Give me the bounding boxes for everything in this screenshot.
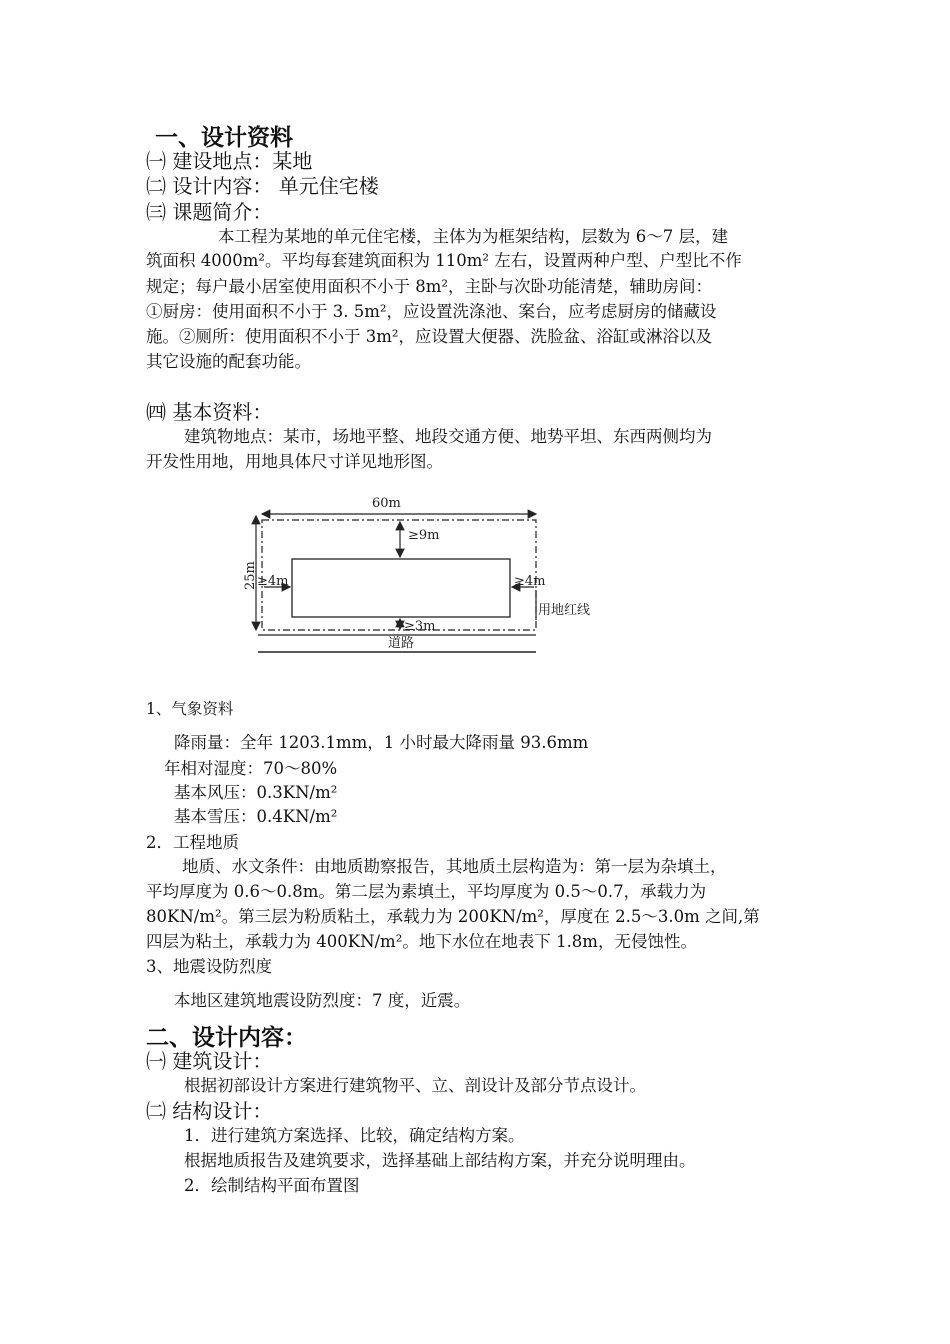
- redline-label: 用地红线: [538, 603, 591, 618]
- rainfall-text: 降雨量：全年 1203.1mm，1 小时最大降雨量 93.6mm: [174, 733, 589, 752]
- snow-pressure-text: 基本雪压：0.4KN/m²: [174, 807, 338, 826]
- intro-line: 施。②厕所：使用面积不小于 3m²，应设置大便器、洗脸盆、浴缸或淋浴以及: [146, 327, 713, 346]
- east-setback-label: ≥4m: [514, 574, 546, 589]
- geology-line: 四层为粘土，承载力为 400KN/m²。地下水位在地表下 1.8m，无侵蚀性。: [146, 932, 697, 951]
- south-setback-label: ≥3m: [404, 619, 436, 634]
- struct-item: 2．绘制结构平面布置图: [184, 1176, 360, 1195]
- geology-line: 80KN/m²。第三层为粉质粘土，承载力为 200KN/m²，厚度在 2.5～3.0m 之间,第: [146, 907, 760, 926]
- section2-title: 二、设计内容：: [146, 1024, 307, 1051]
- content-label: ㈡ 设计内容： 单元住宅楼: [146, 174, 379, 198]
- weather-title: 1、气象资料: [146, 700, 234, 718]
- road-label: 道路: [388, 636, 415, 651]
- intro-line: 筑面积 4000m²。平均每套建筑面积为 110m² 左右，设置两种户型、户型比不作: [146, 251, 742, 270]
- site-plan-figure: [240, 492, 620, 660]
- site-boundary: [262, 520, 536, 630]
- basic-label: ㈣ 基本资料：: [146, 400, 273, 424]
- struct-item: 1．进行建筑方案选择、比较，确定结构方案。: [184, 1126, 525, 1145]
- geology-line: 平均厚度为 0.6～0.8m。第二层为素填土，平均厚度为 0.5～0.7，承载力为: [146, 882, 707, 901]
- seismic-title: 3、地震设防烈度: [146, 957, 272, 976]
- geology-title: 2．工程地质: [146, 833, 239, 852]
- intro-line: 规定；每户最小居室使用面积不小于 8m²，主卧与次卧功能清楚，辅助房间：: [146, 277, 713, 296]
- north-setback-label: ≥9m: [408, 528, 440, 543]
- intro-label: ㈢ 课题简介：: [146, 200, 273, 224]
- arch-design-label: ㈠ 建筑设计：: [146, 1049, 273, 1073]
- struct-item: 根据地质报告及建筑要求，选择基础上部结构方案，并充分说明理由。: [184, 1151, 696, 1170]
- intro-line: 本工程为某地的单元住宅楼，主体为为框架结构，层数为 6～7 层，建: [218, 227, 728, 246]
- basic-line: 建筑物地点：某市，场地平整、地段交通方便、地势平坦、东西两侧均为: [184, 427, 712, 446]
- location-label: ㈠ 建设地点：某地: [146, 149, 313, 173]
- west-setback-label: ≥4m: [257, 574, 289, 589]
- height-label: 25m: [243, 561, 258, 590]
- seismic-text: 本地区建筑地震设防烈度：7 度，近震。: [174, 991, 471, 1010]
- struct-design-label: ㈡ 结构设计：: [146, 1099, 273, 1123]
- geology-line: 地质、水文条件：由地质勘察报告，其地质土层构造为：第一层为杂填土，: [182, 857, 727, 876]
- intro-line: ①厨房：使用面积不小于 3. 5m²，应设置洗涤池、案台，应考虑厨房的储藏设: [146, 302, 717, 321]
- building-outline: [292, 559, 510, 617]
- arch-design-text: 根据初部设计方案进行建筑物平、立、剖设计及部分节点设计。: [184, 1076, 646, 1095]
- humidity-text: 年相对湿度：70～80%: [164, 759, 338, 778]
- section1-title: 一、设计资料: [155, 124, 293, 151]
- wind-pressure-text: 基本风压：0.3KN/m²: [174, 783, 338, 802]
- intro-line: 其它设施的配套功能。: [146, 352, 311, 371]
- basic-line: 开发性用地，用地具体尺寸详见地形图。: [146, 452, 443, 471]
- width-label: 60m: [372, 496, 401, 511]
